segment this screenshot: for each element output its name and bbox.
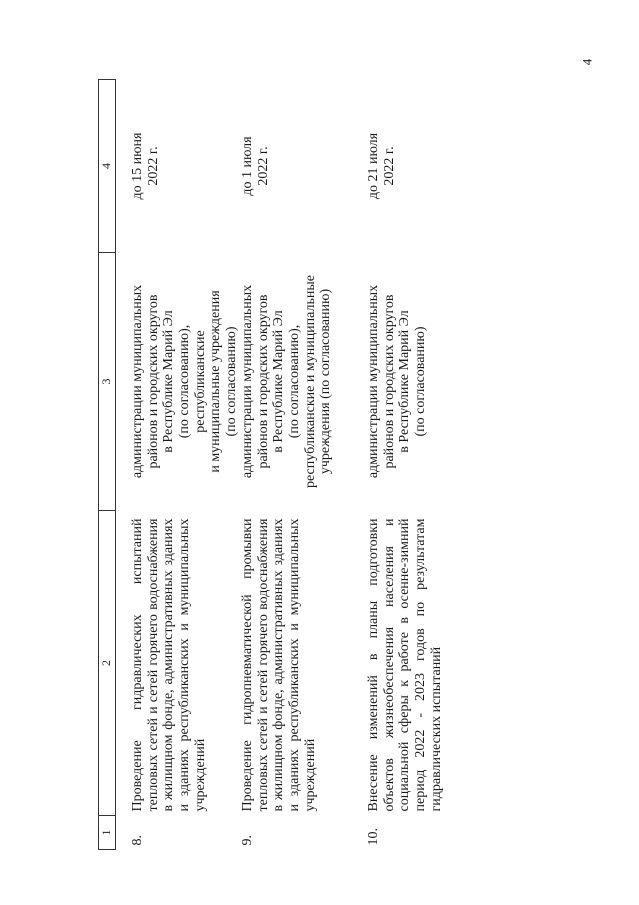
responsible-line: администрации муниципальных — [366, 284, 381, 479]
task-description: Проведение гидравлических испытаний тепловых сетей и сетей горячего водоснабжения в жилищном фонде, административных зданиях и зданиях республиканских и муниципальных учреждений — [130, 518, 208, 812]
task-description: Проведение гидропневматической промывки тепловых сетей и сетей горячего водоснабжения в жилищном фонде, административных зданиях и зданиях республиканских и муниципальных учреждений — [240, 518, 318, 812]
header-col-4: 4 — [99, 80, 116, 253]
header-col-3: 3 — [99, 253, 116, 511]
responsible-line: республиканские и муниципальные — [302, 275, 318, 488]
responsible-parties — [366, 253, 446, 511]
responsible-line: и муниципальные учреждения — [208, 290, 224, 473]
page-number: 4 — [579, 58, 595, 66]
responsible-parties — [240, 253, 366, 511]
deadline-line: до 21 июля — [366, 132, 381, 200]
header-col-2: 2 — [99, 511, 116, 816]
responsible-line: в Республике Марий Эл — [397, 310, 413, 453]
responsible-line: (по согласованию), — [287, 324, 303, 439]
table-row — [116, 80, 241, 850]
row-number: 9. — [240, 835, 255, 846]
deadline-line: 2022 г. — [145, 146, 161, 186]
rotated-page-content — [98, 0, 618, 850]
table-header-row — [99, 80, 116, 850]
responsible-line: администрации муниципальных — [240, 284, 255, 479]
deadline-line: до 15 июня — [130, 132, 145, 200]
responsible-line: администрации муниципальных — [130, 284, 145, 479]
deadline — [116, 80, 241, 253]
deadline — [240, 80, 366, 253]
header-col-1: 1 — [99, 816, 116, 850]
table-row — [366, 80, 446, 850]
responsible-line: в Республике Марий Эл — [271, 310, 287, 453]
row-number: 10. — [366, 828, 381, 846]
responsible-line: учреждения (по согласованию) — [318, 288, 334, 475]
table-row — [240, 80, 366, 850]
responsible-line: районов и городских округов — [381, 294, 397, 469]
deadline-line: до 1 июля — [240, 136, 255, 196]
responsible-line: районов и городских округов — [145, 294, 161, 469]
responsible-line: (по согласованию) — [413, 326, 429, 437]
responsible-line: в Республике Марий Эл — [161, 310, 177, 453]
responsible-line: (по согласованию), — [177, 324, 193, 439]
responsible-line: (по согласованию) — [224, 326, 240, 437]
measures-table — [98, 79, 446, 850]
row-number: 8. — [130, 835, 145, 846]
responsible-line: районов и городских округов — [255, 294, 271, 469]
deadline-line: 2022 г. — [381, 146, 397, 186]
responsible-parties — [116, 253, 241, 511]
responsible-line: республиканские — [192, 330, 208, 433]
task-description: Внесение изменений в планы подготовки объектов жизнеобеспечения населения и социальной сферы к работе в осенне-зимний период 2022 - 2023 годов по результатам гидравлических испытаний — [366, 518, 444, 812]
deadline — [366, 80, 446, 253]
deadline-line: 2022 г. — [255, 146, 271, 186]
